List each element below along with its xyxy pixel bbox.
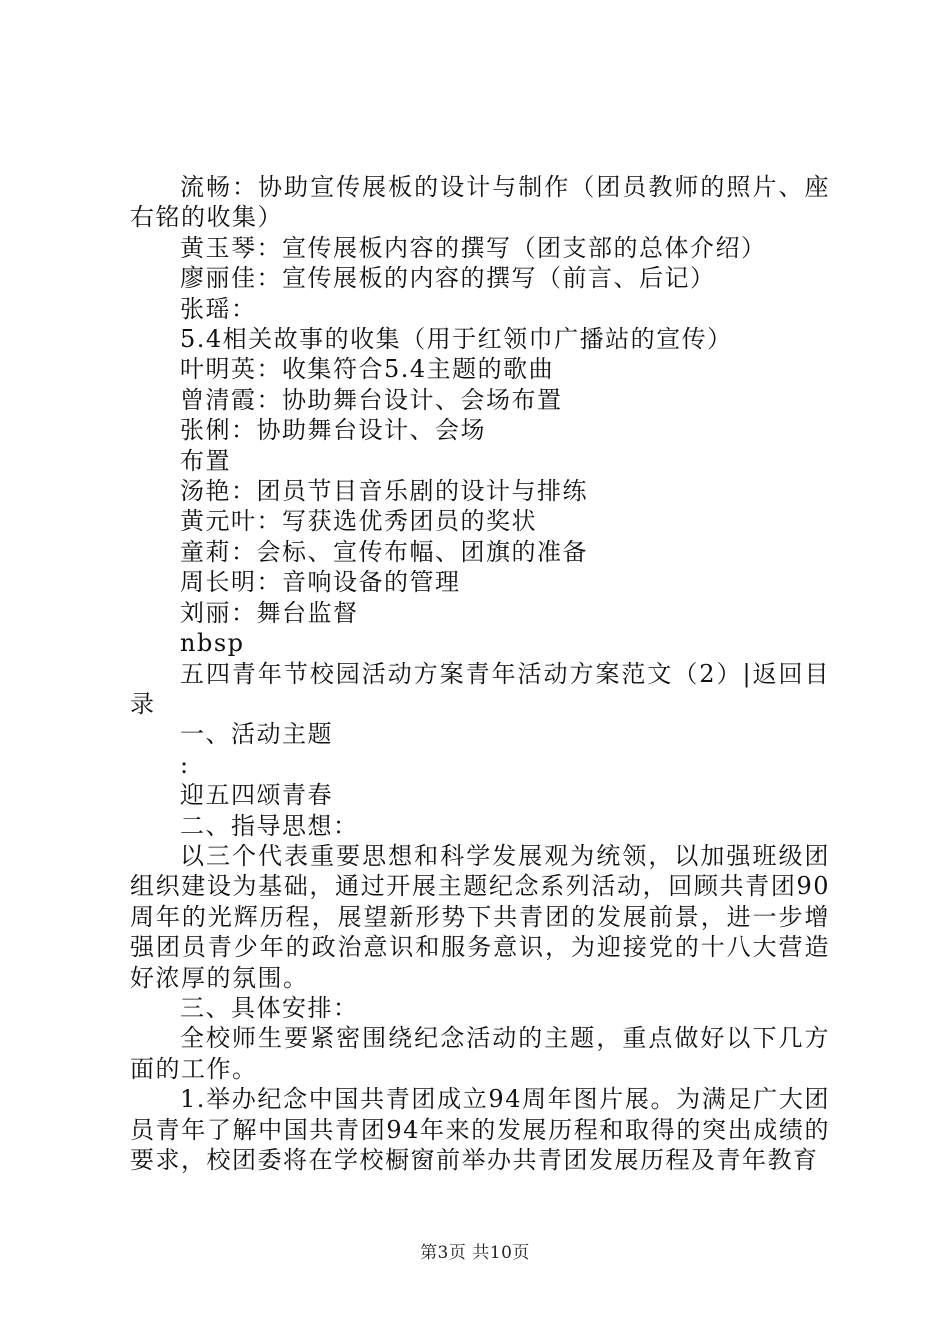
line-zhang-yao: 张瑶： <box>180 294 257 323</box>
line-nbsp: nbsp <box>180 629 245 658</box>
line-tang-yan: 汤艳：团员节目音乐剧的设计与排练 <box>180 477 588 506</box>
heading-guiding-ideology: 二、指导思想： <box>180 811 359 840</box>
paragraph-liuchang: 流畅：协助宣传展板的设计与制作（团员教师的照片、座右铭的收集） <box>130 173 830 232</box>
line-ye-mingying: 叶明英：收集符合5.4主题的歌曲 <box>180 355 555 384</box>
paragraph-guiding-ideology: 以三个代表重要思想和科学发展观为统领，以加强班级团组织建设为基础，通过开展主题纪念系列活动，回顾共青团90周年的光辉历程，展望新形势下共青团的发展前景，进一步增强团员青少年的政治意识和服务意识，为迎接党的十八大营造好浓厚的氛围。 <box>130 841 830 992</box>
line-huang-yuanye: 黄元叶：写获选优秀团员的奖状 <box>180 507 537 536</box>
line-huang-yuqin: 黄玉琴：宣传展板内容的撰写（团支部的总体介绍） <box>180 233 767 262</box>
heading-activity-theme: 一、活动主题 <box>180 720 333 749</box>
page-number-footer: 第3页 共10页 <box>420 1243 530 1263</box>
line-buzhi: 布置 <box>180 446 231 475</box>
paragraph-photo-exhibition: 1.举办纪念中国共青团成立94周年图片展。为满足广大团员青年了解中国共青团94年来的发展历程和取得的突出成绩的要求，校团委将在学校橱窗前举办共青团发展历程及青年教育 <box>130 1085 830 1174</box>
line-liu-li: 刘丽：舞台监督 <box>180 598 359 627</box>
line-theme-text: 迎五四颂青春 <box>180 781 333 810</box>
line-zeng-qingxia: 曾清霞：协助舞台设计、会场布置 <box>180 385 563 414</box>
line-tong-li: 童莉：会标、宣传布幅、团旗的准备 <box>180 537 588 566</box>
document-body <box>130 172 830 1175</box>
paragraph-arrangements-intro: 全校师生要紧密围绕纪念活动的主题，重点做好以下几方面的工作。 <box>130 1024 830 1083</box>
line-colon: : <box>180 750 190 779</box>
line-liao-lijia: 廖丽佳：宣传展板的内容的撰写（前言、后记） <box>180 264 716 293</box>
line-zhou-changming: 周长明：音响设备的管理 <box>180 568 461 597</box>
heading-specific-arrangements: 三、具体安排： <box>180 993 359 1022</box>
line-story-collection: 5.4相关故事的收集（用于红领巾广播站的宣传） <box>180 325 733 354</box>
line-zhang-li: 张俐：协助舞台设计、会场 <box>180 416 486 445</box>
section-heading-activity-plan: 五四青年节校园活动方案青年活动方案范文（2）|返回目录 <box>130 659 830 718</box>
